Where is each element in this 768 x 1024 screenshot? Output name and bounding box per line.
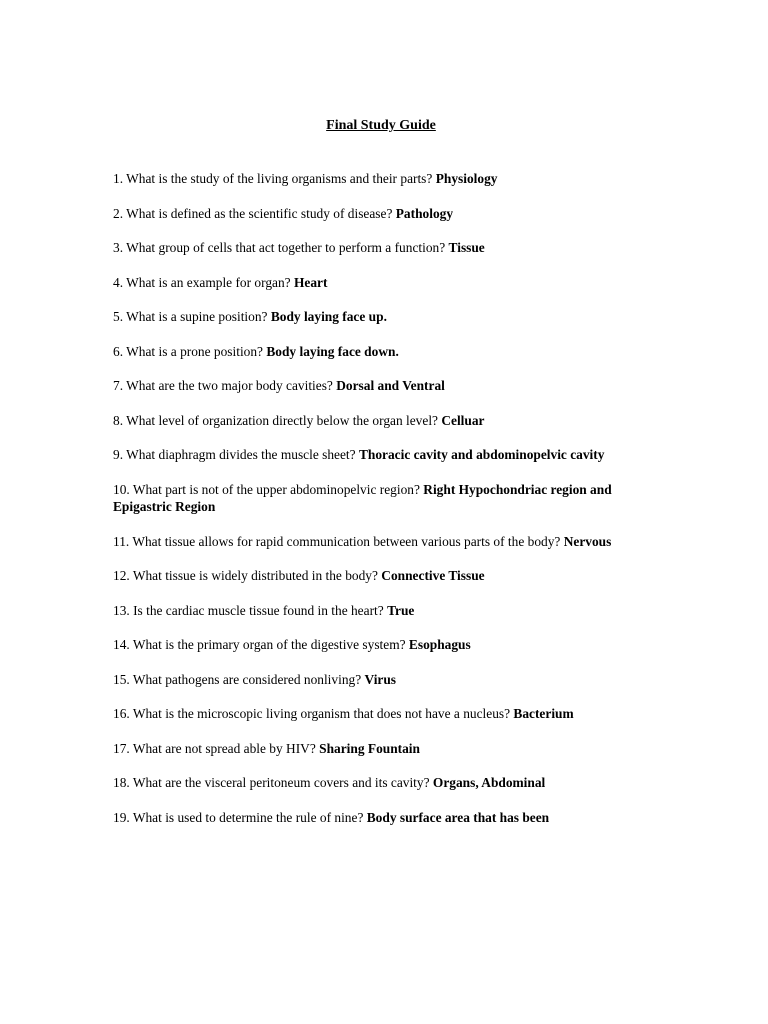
question-item-18 — [113, 774, 643, 792]
answer-text: Esophagus — [408, 637, 471, 652]
question-text: 18. What are the visceral peritoneum covers and its cavity? — [113, 775, 430, 790]
answer-text: Nervous — [563, 533, 612, 549]
question-text: 2. What is defined as the scientific study of disease? — [113, 205, 393, 221]
question-item-10 — [113, 481, 643, 516]
question-text: 6. What is a prone position? — [113, 343, 263, 359]
answer-text: Dorsal and Ventral — [336, 378, 445, 393]
answer-text: True — [387, 602, 415, 618]
question-text: 11. What tissue allows for rapid communication between various parts of the body? — [113, 533, 561, 549]
answer-text: Thoracic cavity and abdominopelvic cavity — [358, 447, 605, 462]
document-title: Final Study Guide — [326, 118, 436, 133]
answer-text: Heart — [293, 274, 328, 290]
question-text: 12. What tissue is widely distributed in the body? — [113, 568, 378, 583]
question-item-6 — [113, 343, 643, 361]
answer-text: Connective Tissue — [381, 568, 485, 583]
question-item-3 — [113, 239, 643, 257]
answer-text: Body laying face down. — [266, 343, 399, 359]
question-text: 7. What are the two major body cavities? — [113, 378, 333, 393]
question-item-19 — [113, 809, 643, 827]
question-item-5 — [113, 308, 643, 326]
answer-text: Physiology — [435, 171, 498, 186]
question-text: 8. What level of organization directly below the organ level? — [113, 412, 438, 428]
question-text: 1. What is the study of the living organisms and their parts? — [113, 171, 433, 186]
question-item-8 — [113, 412, 643, 430]
question-item-15 — [113, 671, 643, 689]
answer-text: Tissue — [448, 240, 485, 255]
question-text: 13. Is the cardiac muscle tissue found in the heart? — [113, 602, 384, 618]
question-text: 5. What is a supine position? — [113, 309, 268, 324]
question-text: 14. What is the primary organ of the digestive system? — [113, 637, 406, 652]
question-text: 4. What is an example for organ? — [113, 274, 291, 290]
question-text: 16. What is the microscopic living organism that does not have a nucleus? — [113, 706, 511, 721]
question-item-11 — [113, 533, 643, 551]
question-item-7 — [113, 377, 643, 395]
question-item-2 — [113, 205, 643, 223]
answer-text: Right Hypochondriac region and Epigastric Region — [113, 481, 612, 514]
question-text: 19. What is used to determine the rule of nine? — [113, 809, 364, 825]
question-item-17 — [113, 740, 643, 758]
answer-text: Celluar — [441, 412, 485, 428]
question-item-4 — [113, 274, 643, 292]
question-list — [113, 170, 643, 843]
answer-text: Pathology — [395, 205, 454, 221]
question-item-1 — [113, 170, 643, 188]
question-item-12 — [113, 567, 643, 585]
question-item-9 — [113, 446, 643, 464]
answer-text: Sharing Fountain — [319, 740, 420, 756]
question-text: 17. What are not spread able by HIV? — [113, 740, 316, 756]
answer-text: Body surface area that has been — [366, 809, 550, 825]
answer-text: Body laying face up. — [270, 309, 387, 324]
question-text: 3. What group of cells that act together to perform a function? — [113, 240, 446, 255]
question-item-13 — [113, 602, 643, 620]
question-text: 15. What pathogens are considered nonliving? — [113, 671, 362, 687]
answer-text: Organs, Abdominal — [432, 775, 546, 790]
answer-text: Virus — [364, 671, 397, 687]
question-item-16 — [113, 705, 643, 723]
question-item-14 — [113, 636, 643, 654]
question-text: 10. What part is not of the upper abdominopelvic region? — [113, 481, 420, 497]
answer-text: Bacterium — [513, 706, 574, 721]
question-text: 9. What diaphragm divides the muscle sheet? — [113, 447, 356, 462]
